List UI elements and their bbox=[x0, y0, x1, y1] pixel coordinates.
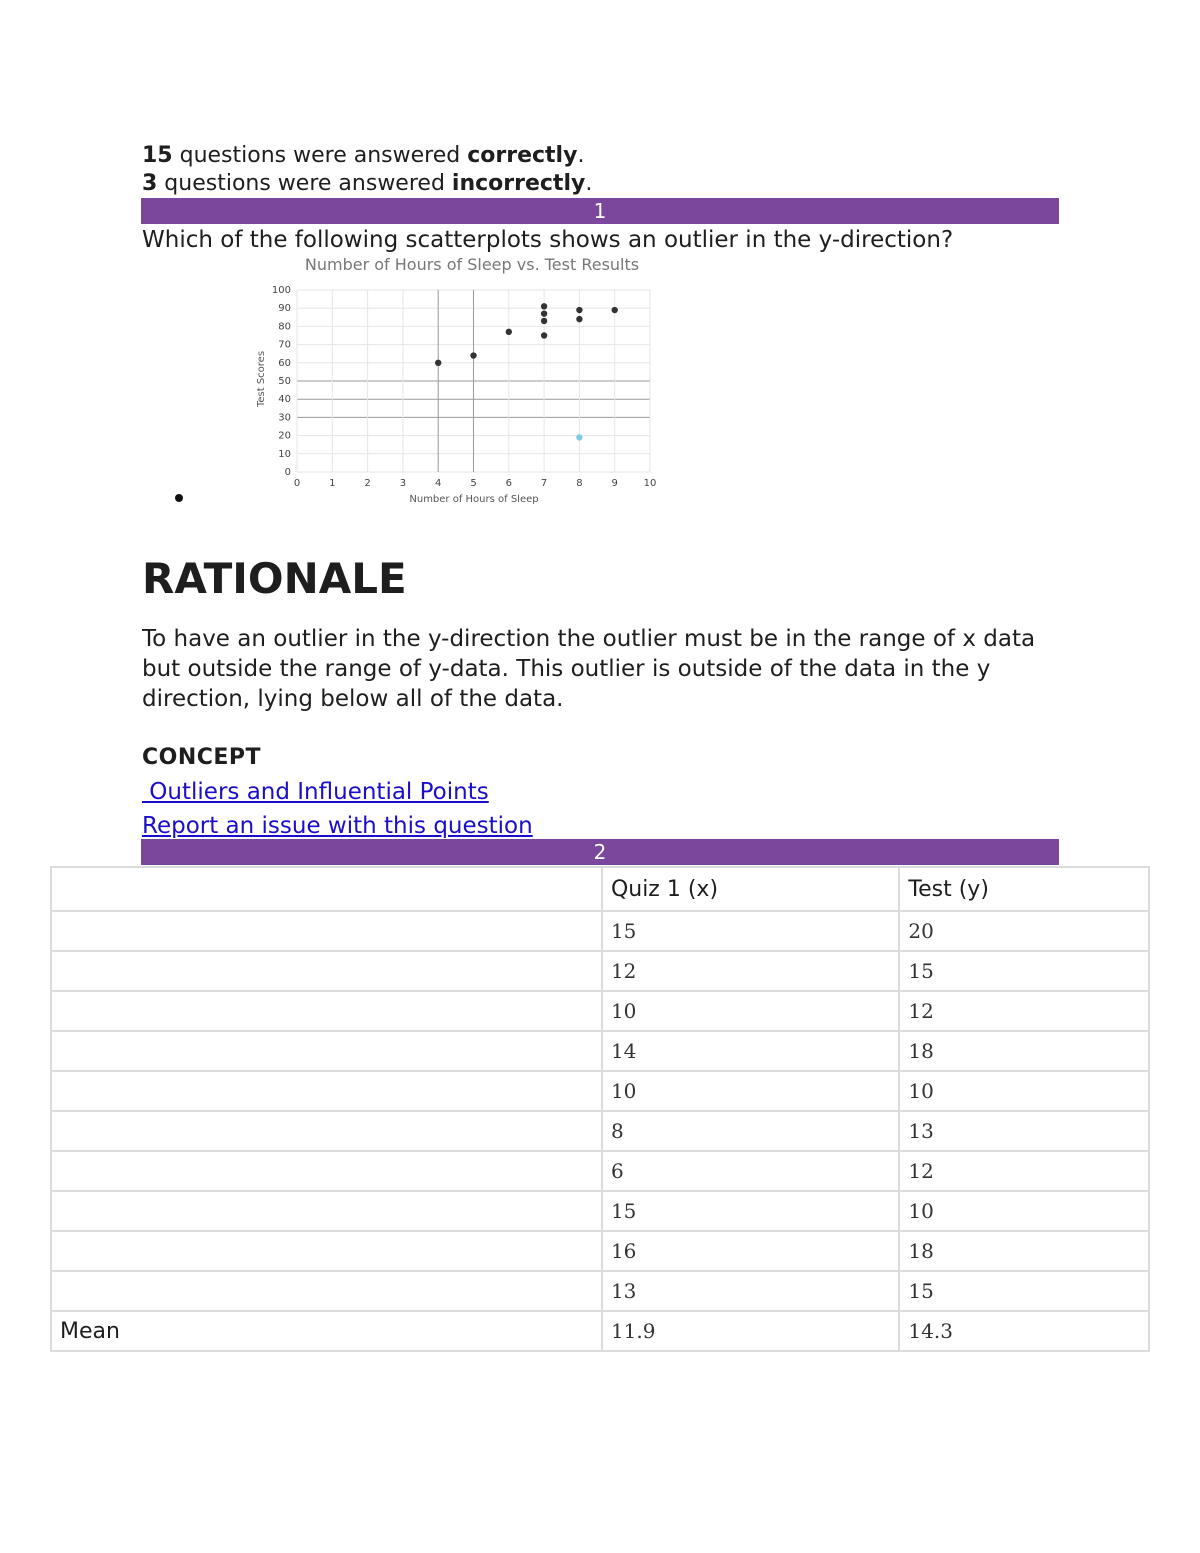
table-row bbox=[51, 911, 1149, 951]
y-tick-label: 100 bbox=[271, 285, 291, 296]
correct-summary bbox=[142, 142, 584, 170]
chart-title: Number of Hours of Sleep vs. Test Results bbox=[304, 255, 640, 274]
data-point bbox=[470, 352, 476, 358]
table-row bbox=[51, 1071, 1149, 1111]
table-cell: 15 bbox=[602, 1191, 899, 1231]
table-cell: 13 bbox=[899, 1111, 1149, 1151]
incorrect-text: questions were answered bbox=[157, 171, 452, 196]
table-row bbox=[51, 1031, 1149, 1071]
table-cell: 18 bbox=[899, 1231, 1149, 1271]
x-tick-label: 4 bbox=[435, 478, 442, 489]
x-tick-labels bbox=[294, 478, 657, 489]
table-cell: 16 bbox=[602, 1231, 899, 1271]
table-header-row bbox=[51, 867, 1149, 911]
x-axis-label: Number of Hours of Sleep bbox=[409, 494, 539, 505]
incorrect-period: . bbox=[585, 171, 593, 196]
table-row bbox=[51, 1271, 1149, 1311]
table-cell bbox=[51, 1271, 602, 1311]
x-tick-label: 8 bbox=[576, 478, 583, 489]
outlier-point bbox=[576, 434, 582, 440]
chart-grid bbox=[297, 290, 650, 472]
y-tick-label: 70 bbox=[278, 339, 291, 351]
correct-word: correctly bbox=[467, 143, 578, 168]
table-cell: Test (y) bbox=[899, 867, 1149, 911]
data-point bbox=[541, 318, 547, 324]
answer-bullet bbox=[175, 494, 183, 502]
data-point bbox=[612, 307, 618, 313]
table-cell bbox=[51, 1031, 602, 1071]
y-tick-label: 30 bbox=[278, 412, 291, 424]
x-tick-label: 6 bbox=[505, 478, 512, 489]
incorrect-count: 3 bbox=[142, 171, 158, 196]
y-tick-label: 50 bbox=[278, 376, 291, 387]
concept-link[interactable]: Outliers and Influential Points bbox=[142, 779, 489, 805]
correct-count: 15 bbox=[142, 143, 173, 168]
y-tick-label: 80 bbox=[278, 321, 291, 333]
table-cell: 13 bbox=[602, 1271, 899, 1311]
data-point bbox=[541, 303, 547, 309]
table-cell bbox=[51, 911, 602, 951]
y-tick-label: 10 bbox=[278, 448, 291, 460]
table-cell: 12 bbox=[899, 991, 1149, 1031]
table-cell: 12 bbox=[899, 1151, 1149, 1191]
correct-period: . bbox=[577, 143, 585, 168]
y-tick-label: 60 bbox=[278, 357, 291, 369]
question-1-prompt: Which of the following scatterplots shows an outlier in the y-direction? bbox=[142, 227, 954, 253]
table-cell: Mean bbox=[51, 1311, 602, 1351]
x-tick-label: 5 bbox=[470, 478, 477, 489]
table-cell bbox=[51, 1231, 602, 1271]
y-tick-label: 90 bbox=[278, 303, 291, 315]
table-cell: 10 bbox=[899, 1191, 1149, 1231]
x-tick-label: 0 bbox=[293, 478, 301, 489]
table-cell bbox=[51, 951, 602, 991]
x-tick-label: 3 bbox=[399, 478, 407, 489]
y-tick-labels bbox=[272, 285, 291, 478]
data-point bbox=[541, 310, 547, 316]
table-cell: 15 bbox=[602, 911, 899, 951]
data-point bbox=[576, 316, 582, 322]
table-cell: Quiz 1 (x) bbox=[602, 867, 899, 911]
incorrect-word: incorrectly bbox=[451, 171, 586, 196]
table-row bbox=[51, 1151, 1149, 1191]
y-tick-label: 40 bbox=[278, 394, 291, 406]
x-tick-label: 10 bbox=[643, 478, 657, 489]
x-tick-label: 9 bbox=[611, 478, 618, 489]
table-cell: 15 bbox=[899, 951, 1149, 991]
table-row bbox=[51, 1111, 1149, 1151]
table-row bbox=[51, 991, 1149, 1031]
concept-heading: CONCEPT bbox=[142, 745, 262, 770]
data-point bbox=[576, 307, 582, 313]
table-cell: 14.3 bbox=[899, 1311, 1149, 1351]
table-cell: 11.9 bbox=[602, 1311, 899, 1351]
data-point bbox=[506, 329, 512, 335]
quiz-test-table bbox=[50, 866, 1150, 1352]
question-2-bar: 2 bbox=[141, 839, 1059, 865]
data-points bbox=[435, 303, 618, 440]
table-cell: 14 bbox=[602, 1031, 899, 1071]
table-cell: 20 bbox=[899, 911, 1149, 951]
incorrect-summary bbox=[142, 170, 592, 198]
table-cell bbox=[51, 1111, 602, 1151]
y-tick-label: 20 bbox=[278, 430, 291, 442]
x-tick-label: 7 bbox=[540, 478, 548, 489]
table-cell: 10 bbox=[899, 1071, 1149, 1111]
table-cell: 12 bbox=[602, 951, 899, 991]
table-cell bbox=[51, 1071, 602, 1111]
rationale-heading: RATIONALE bbox=[142, 554, 407, 603]
table-mean-row bbox=[51, 1311, 1149, 1351]
report-issue-link[interactable]: Report an issue with this question bbox=[142, 813, 533, 839]
correct-text: questions were answered bbox=[172, 143, 468, 168]
table-row bbox=[51, 1231, 1149, 1271]
question-1-bar: 1 bbox=[141, 198, 1059, 224]
scatterplot-chart bbox=[255, 252, 665, 508]
table-cell: 6 bbox=[602, 1151, 899, 1191]
rationale-text: To have an outlier in the y-direction the outlier must be in the range of x data but outside the range of y-data. This outlier is outside of the data in the y direction, lying below all of the data. bbox=[142, 626, 1036, 712]
table-cell: 18 bbox=[899, 1031, 1149, 1071]
data-point bbox=[435, 360, 441, 366]
table-row bbox=[51, 951, 1149, 991]
x-tick-label: 1 bbox=[329, 478, 336, 489]
table-cell: 15 bbox=[899, 1271, 1149, 1311]
data-point bbox=[541, 332, 547, 338]
table-cell: 10 bbox=[602, 1071, 899, 1111]
table-cell bbox=[51, 1191, 602, 1231]
table-row bbox=[51, 1191, 1149, 1231]
table-cell: 8 bbox=[602, 1111, 899, 1151]
table-cell bbox=[51, 1151, 602, 1191]
table-cell bbox=[51, 991, 602, 1031]
table-cell bbox=[51, 867, 602, 911]
x-tick-label: 2 bbox=[364, 478, 371, 489]
table-cell: 10 bbox=[602, 991, 899, 1031]
y-tick-label: 0 bbox=[284, 467, 291, 478]
y-axis-label: Test Scores bbox=[256, 350, 267, 408]
